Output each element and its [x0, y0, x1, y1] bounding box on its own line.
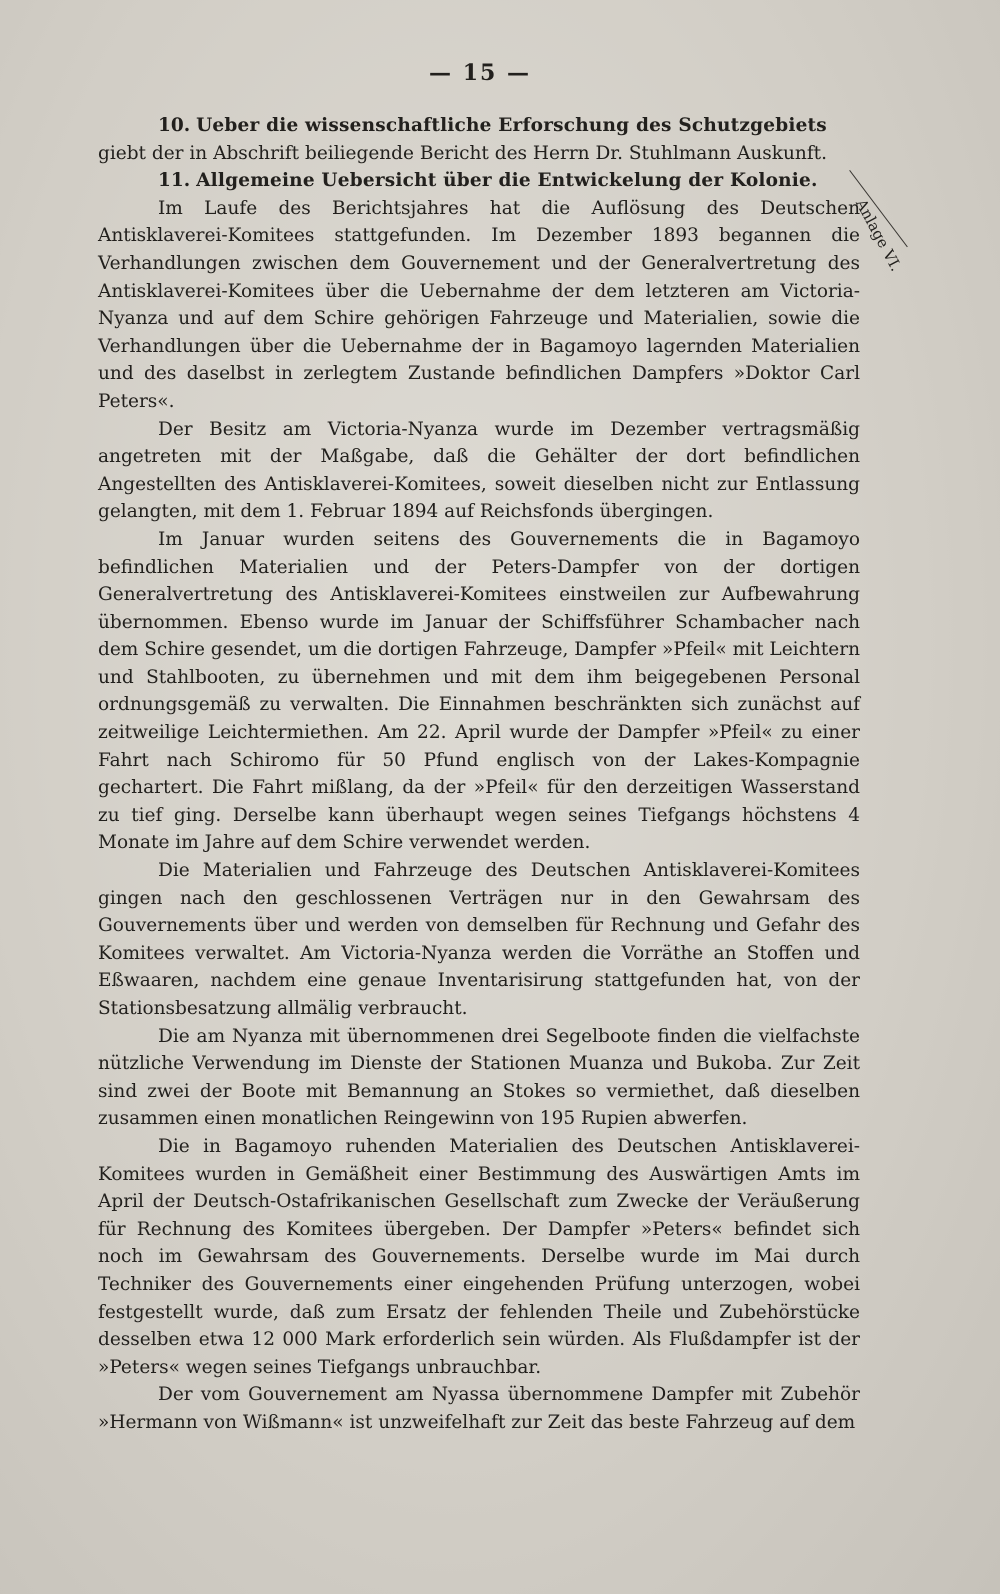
section-10-body: giebt der in Abschrift beiliegende Bericht des Herrn Dr. Stuhlmann Auskunft. — [98, 142, 827, 164]
section-10-heading — [98, 112, 860, 140]
section-11-heading — [98, 167, 860, 195]
section-11-title: Allgemeine Uebersicht über die Entwickelung der Kolonie. — [196, 170, 818, 192]
margin-note: Anlage VI. — [852, 196, 906, 275]
paragraph-5: Die am Nyanza mit übernommenen drei Segelboote finden die vielfachste nützliche Verwendung im Dienste der Stationen Muanza und Bukoba. Zur Zeit sind zwei der Boote mit Bemannung an Stokes so vermiethet, daß dieselben zusammen einen monatlichen Reingewinn von 195 Rupien abwerfen. — [98, 1025, 860, 1130]
paragraph-3: Im Januar wurden seitens des Gouvernements die in Bagamoyo befindlichen Materialien und der Peters-Dampfer von der dortigen Generalvertretung des Antisklaverei-Komitees einstweilen zur Aufbewahrung übernommen. Ebenso wurde im Januar der Schiffsführer Schambacher nach dem Schire gesendet, um die dortigen Fahrzeuge, Dampfer »Pfeil« mit Leichtern und Stahlbooten, zu übernehmen und mit dem ihm beigegebenen Personal ordnungsgemäß zu verwalten. Die Einnahmen beschränkten sich zunächst auf zeitweilige Leichtermiethen. Am 22. April wurde der Dampfer »Pfeil« zu einer Fahrt nach Schiromo für 50 Pfund englisch von der Lakes-Kompagnie gechartert. Die Fahrt mißlang, da der »Pfeil« für den derzeitigen Wasserstand zu tief ging. Derselbe kann überhaupt wegen seines Tiefgangs höchstens 4 Monate im Jahre auf dem Schire verwendet werden. — [98, 528, 860, 854]
section-10-title: Ueber die wissenschaftliche Erforschung des Schutzgebiets — [196, 115, 827, 136]
section-10-number: 10. — [158, 115, 191, 136]
page-number: — 15 — — [429, 60, 531, 86]
paragraph-6: Die in Bagamoyo ruhenden Materialien des Deutschen Antisklaverei-Komitees wurden in Gemäßheit einer Bestimmung des Auswärtigen Amts im April der Deutsch-Ostafrikanischen Gesellschaft zum Zwecke der Veräußerung für Rechnung des Komitees übergeben. Der Dampfer »Peters« befindet sich noch im Gewahrsam des Gouvernements. Derselbe wurde im Mai durch Techniker des Gouvernements einer eingehenden Prüfung unterzogen, wobei festgestellt wurde, daß zum Ersatz der fehlenden Theile und Zubehörstücke desselben etwa 12 000 Mark erforderlich sein würden. Als Flußdampfer ist der »Peters« wegen seines Tiefgangs unbrauchbar. — [98, 1135, 860, 1378]
section-11-number: 11. — [158, 170, 191, 192]
paragraph-7: Der vom Gouvernement am Nyassa übernommene Dampfer mit Zubehör »Hermann von Wißmann« ist unzweifelhaft zur Zeit das beste Fahrzeug auf dem — [98, 1384, 860, 1433]
paragraph-1: Im Laufe des Berichtsjahres hat die Auflösung des Deutschen Antisklaverei-Komitees stattgefunden. Im Dezember 1893 begannen die Verhandlungen zwischen dem Gouvernement und der Generalvertretung des Antisklaverei-Komitees über die Uebernahme der dem letzteren am Victoria-Nyanza und auf dem Schire gehörigen Fahrzeuge und Materialien, sowie die Verhandlungen über die Uebernahme der in Bagamoyo lagernden Materialien und des daselbst in zerlegtem Zustande befindlichen Dampfers »Doktor Carl Peters«. — [98, 197, 860, 412]
paragraph-2: Der Besitz am Victoria-Nyanza wurde im Dezember vertragsmäßig angetreten mit der Maßgabe, daß die Gehälter der dort befindlichen Angestellten des Antisklaverei-Komitees, soweit dieselben nicht zur Entlassung gelangten, mit dem 1. Februar 1894 auf Reichsfonds übergingen. — [98, 418, 860, 523]
paragraph-4: Die Materialien und Fahrzeuge des Deutschen Antisklaverei-Komitees gingen nach den geschlossenen Verträgen nur in den Gewahrsam des Gouvernements über und werden von demselben für Rechnung und Gefahr des Komitees verwaltet. Am Victoria-Nyanza werden die Vorräthe an Stoffen und Eßwaaren, nachdem eine genaue Inventarisirung stattgefunden hat, von der Stationsbesatzung allmälig verbraucht. — [98, 860, 860, 1019]
page-content — [98, 112, 860, 1437]
